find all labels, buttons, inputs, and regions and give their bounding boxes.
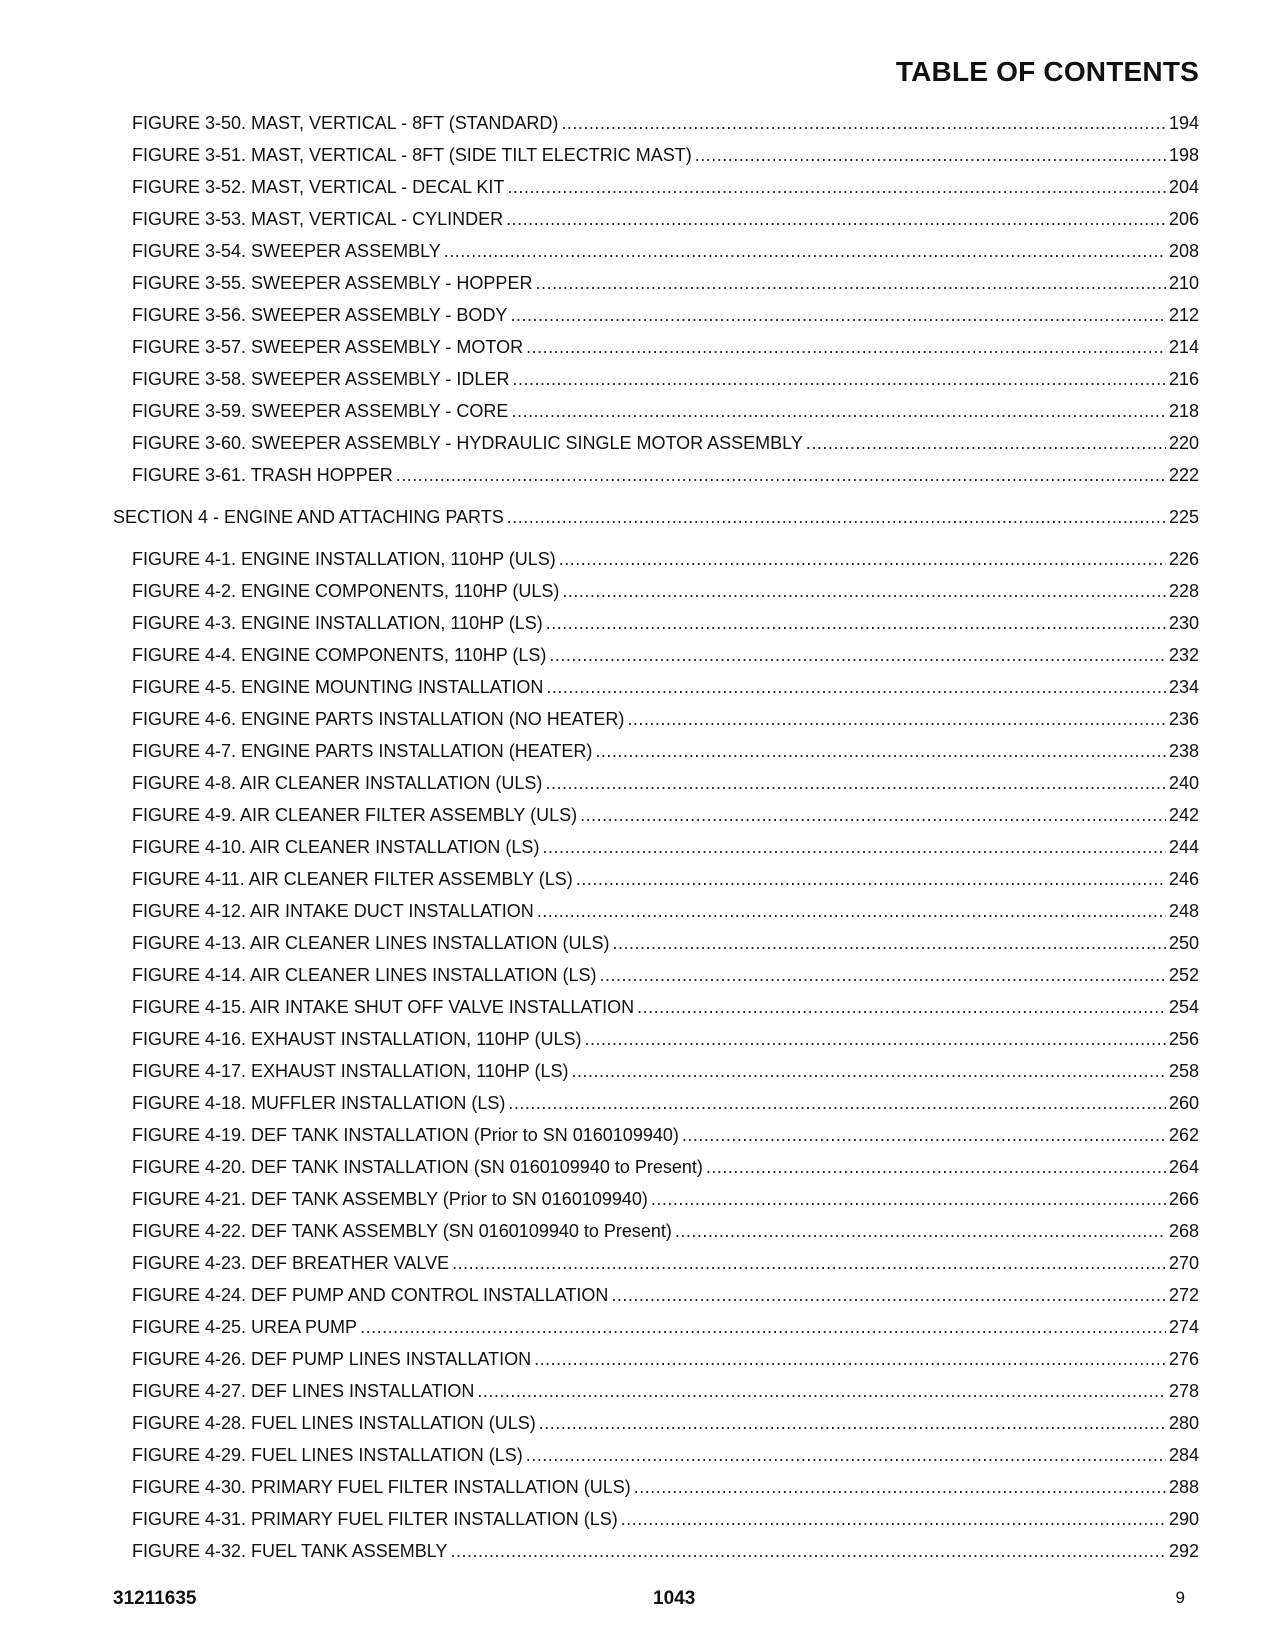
toc-entry-page: 240 bbox=[1168, 773, 1199, 793]
toc-figure-link[interactable] bbox=[113, 1311, 1199, 1343]
toc-entry-label: FIGURE 4-30. PRIMARY FUEL FILTER INSTALLATION (ULS) bbox=[132, 1477, 631, 1497]
toc-entry-label: FIGURE 4-14. AIR CLEANER LINES INSTALLATION (LS) bbox=[132, 965, 597, 985]
toc-entry-label: FIGURE 3-50. MAST, VERTICAL - 8FT (STANDARD) bbox=[132, 113, 559, 133]
toc-entry-label: FIGURE 4-28. FUEL LINES INSTALLATION (ULS) bbox=[132, 1413, 536, 1433]
toc-entry-page: 234 bbox=[1168, 677, 1199, 697]
toc-entry-page: 230 bbox=[1168, 613, 1199, 633]
toc-figure-link[interactable] bbox=[113, 235, 1199, 267]
dot-leader bbox=[571, 1055, 1165, 1087]
toc-entry-label: FIGURE 4-16. EXHAUST INSTALLATION, 110HP (ULS) bbox=[132, 1029, 582, 1049]
toc-figure-link[interactable] bbox=[113, 959, 1199, 991]
dot-leader bbox=[611, 1279, 1166, 1311]
toc-entry-label: FIGURE 4-19. DEF TANK INSTALLATION (Prior to SN 0160109940) bbox=[132, 1125, 679, 1145]
dot-leader bbox=[396, 459, 1166, 491]
toc-figure-link[interactable] bbox=[113, 607, 1199, 639]
toc-figure-link[interactable] bbox=[113, 1215, 1199, 1247]
toc-entry-page: 278 bbox=[1168, 1381, 1199, 1401]
toc-entry-label: SECTION 4 - ENGINE AND ATTACHING PARTS bbox=[113, 507, 504, 527]
dot-leader bbox=[651, 1183, 1166, 1215]
dot-leader bbox=[477, 1375, 1166, 1407]
toc-figure-link[interactable] bbox=[113, 575, 1199, 607]
toc-entry-label: FIGURE 4-15. AIR INTAKE SHUT OFF VALVE INSTALLATION bbox=[132, 997, 635, 1017]
toc-figure-link[interactable] bbox=[113, 459, 1199, 491]
toc-entry-label: FIGURE 4-2. ENGINE COMPONENTS, 110HP (ULS) bbox=[132, 581, 560, 601]
toc-entry-page: 248 bbox=[1168, 901, 1199, 921]
dot-leader bbox=[508, 1087, 1166, 1119]
toc-entry-page: 276 bbox=[1168, 1349, 1199, 1369]
toc-figure-link[interactable] bbox=[113, 1055, 1199, 1087]
toc-entry-label: FIGURE 3-60. SWEEPER ASSEMBLY - HYDRAULIC SINGLE MOTOR ASSEMBLY bbox=[132, 433, 803, 453]
toc-figure-link[interactable] bbox=[113, 735, 1199, 767]
toc-entry-label: FIGURE 4-24. DEF PUMP AND CONTROL INSTALLATION bbox=[132, 1285, 609, 1305]
toc-entry-label: FIGURE 4-18. MUFFLER INSTALLATION (LS) bbox=[132, 1093, 506, 1113]
toc-figure-link[interactable] bbox=[113, 1119, 1199, 1151]
dot-leader bbox=[695, 139, 1166, 171]
toc-figure-link[interactable] bbox=[113, 991, 1199, 1023]
toc-figure-link[interactable] bbox=[113, 1343, 1199, 1375]
toc-entry-label: FIGURE 4-22. DEF TANK ASSEMBLY (SN 0160109940 to Present) bbox=[132, 1221, 672, 1241]
toc-section-link[interactable] bbox=[113, 501, 1199, 533]
toc-entry-label: FIGURE 3-57. SWEEPER ASSEMBLY - MOTOR bbox=[132, 337, 524, 357]
toc-entry-page: 266 bbox=[1168, 1189, 1199, 1209]
toc-entry-label: FIGURE 4-1. ENGINE INSTALLATION, 110HP (ULS) bbox=[132, 549, 556, 569]
dot-leader bbox=[561, 107, 1166, 139]
toc-entry-page: 228 bbox=[1168, 581, 1199, 601]
toc-entry-page: 208 bbox=[1168, 241, 1199, 261]
dot-leader bbox=[542, 831, 1166, 863]
dot-leader bbox=[595, 735, 1166, 767]
toc-entry-label: FIGURE 3-55. SWEEPER ASSEMBLY - HOPPER bbox=[132, 273, 533, 293]
dot-leader bbox=[526, 1439, 1166, 1471]
toc-entry-page: 290 bbox=[1168, 1509, 1199, 1529]
toc-figure-link[interactable] bbox=[113, 1023, 1199, 1055]
toc-entry-page: 198 bbox=[1168, 145, 1199, 165]
toc-figure-link[interactable] bbox=[113, 107, 1199, 139]
toc-entry-page: 204 bbox=[1168, 177, 1199, 197]
toc-figure-link[interactable] bbox=[113, 1279, 1199, 1311]
footer-model-number: 1043 bbox=[653, 1588, 696, 1609]
toc-entry-label: FIGURE 4-26. DEF PUMP LINES INSTALLATION bbox=[132, 1349, 532, 1369]
dot-leader bbox=[360, 1311, 1166, 1343]
footer-page-number: 9 bbox=[1175, 1588, 1185, 1607]
toc-entry-page: 214 bbox=[1168, 337, 1199, 357]
toc-figure-link[interactable] bbox=[113, 831, 1199, 863]
toc-entry-page: 225 bbox=[1168, 507, 1199, 527]
toc-entry-page: 246 bbox=[1168, 869, 1199, 889]
toc-entry-page: 256 bbox=[1168, 1029, 1199, 1049]
toc-entry-label: FIGURE 3-56. SWEEPER ASSEMBLY - BODY bbox=[132, 305, 508, 325]
toc-figure-link[interactable] bbox=[113, 203, 1199, 235]
dot-leader bbox=[806, 427, 1166, 459]
toc-entry-label: FIGURE 4-9. AIR CLEANER FILTER ASSEMBLY (ULS) bbox=[132, 805, 578, 825]
dot-leader bbox=[599, 959, 1165, 991]
toc-entry-page: 264 bbox=[1168, 1157, 1199, 1177]
toc-entry-label: FIGURE 4-5. ENGINE MOUNTING INSTALLATION bbox=[132, 677, 544, 697]
toc-entry-page: 226 bbox=[1168, 549, 1199, 569]
dot-leader bbox=[562, 575, 1166, 607]
toc-entry-page: 250 bbox=[1168, 933, 1199, 953]
toc-figure-link[interactable] bbox=[113, 1247, 1199, 1279]
toc-entry-page: 222 bbox=[1168, 465, 1199, 485]
toc-entry-page: 212 bbox=[1168, 305, 1199, 325]
toc-entry-label: FIGURE 4-7. ENGINE PARTS INSTALLATION (HEATER) bbox=[132, 741, 593, 761]
toc-entry-label: FIGURE 4-4. ENGINE COMPONENTS, 110HP (LS) bbox=[132, 645, 547, 665]
toc-figure-link[interactable] bbox=[113, 363, 1199, 395]
toc-entry-label: FIGURE 4-13. AIR CLEANER LINES INSTALLATION (ULS) bbox=[132, 933, 610, 953]
toc-entry-label: FIGURE 4-27. DEF LINES INSTALLATION bbox=[132, 1381, 475, 1401]
toc-entry-label: FIGURE 4-20. DEF TANK INSTALLATION (SN 0160109940 to Present) bbox=[132, 1157, 703, 1177]
dot-leader bbox=[539, 1407, 1166, 1439]
toc-entry-label: FIGURE 4-10. AIR CLEANER INSTALLATION (LS) bbox=[132, 837, 540, 857]
toc-entry-label: FIGURE 3-52. MAST, VERTICAL - DECAL KIT bbox=[132, 177, 505, 197]
toc-figure-link[interactable] bbox=[113, 1439, 1199, 1471]
dot-leader bbox=[637, 991, 1166, 1023]
toc-figure-link[interactable] bbox=[113, 1407, 1199, 1439]
toc-entry-label: FIGURE 3-61. TRASH HOPPER bbox=[132, 465, 393, 485]
toc-entry-page: 218 bbox=[1168, 401, 1199, 421]
toc-figure-link[interactable] bbox=[113, 395, 1199, 427]
dot-leader bbox=[612, 927, 1165, 959]
toc-entry-label: FIGURE 4-31. PRIMARY FUEL FILTER INSTALLATION (LS) bbox=[132, 1509, 618, 1529]
toc-entry-page: 252 bbox=[1168, 965, 1199, 985]
dot-leader bbox=[584, 1023, 1165, 1055]
toc-entry-label: FIGURE 4-21. DEF TANK ASSEMBLY (Prior to SN 0160109940) bbox=[132, 1189, 648, 1209]
toc-entry-page: 270 bbox=[1168, 1253, 1199, 1273]
toc-entry-page: 254 bbox=[1168, 997, 1199, 1017]
page-title: TABLE OF CONTENTS bbox=[895, 56, 1199, 87]
toc-entry-page: 288 bbox=[1168, 1477, 1199, 1497]
toc-entry-page: 260 bbox=[1168, 1093, 1199, 1113]
toc-entry-page: 216 bbox=[1168, 369, 1199, 389]
toc-figure-link[interactable] bbox=[113, 1471, 1199, 1503]
dot-leader bbox=[444, 235, 1166, 267]
dot-leader bbox=[526, 331, 1166, 363]
dot-leader bbox=[507, 501, 1166, 533]
toc-figure-link[interactable] bbox=[113, 1503, 1199, 1535]
toc-entry-label: FIGURE 4-3. ENGINE INSTALLATION, 110HP (LS) bbox=[132, 613, 543, 633]
toc-figure-link[interactable] bbox=[113, 139, 1199, 171]
toc-entry-label: FIGURE 3-51. MAST, VERTICAL - 8FT (SIDE TILT ELECTRIC MAST) bbox=[132, 145, 692, 165]
toc-entry-label: FIGURE 3-58. SWEEPER ASSEMBLY - IDLER bbox=[132, 369, 510, 389]
toc-entry-page: 284 bbox=[1168, 1445, 1199, 1465]
toc-entry-page: 206 bbox=[1168, 209, 1199, 229]
footer-document-number: 31211635 bbox=[113, 1588, 197, 1609]
dot-leader bbox=[576, 863, 1166, 895]
dot-leader bbox=[511, 395, 1166, 427]
dot-leader bbox=[510, 299, 1166, 331]
dot-leader bbox=[580, 799, 1166, 831]
toc-entry-page: 194 bbox=[1168, 113, 1199, 133]
toc-entry-page: 232 bbox=[1168, 645, 1199, 665]
dot-leader bbox=[537, 895, 1166, 927]
toc-figure-link[interactable] bbox=[113, 1087, 1199, 1119]
toc-entry-page: 210 bbox=[1168, 273, 1199, 293]
toc-figure-link[interactable] bbox=[113, 927, 1199, 959]
toc-figure-link[interactable] bbox=[113, 895, 1199, 927]
toc-figure-link[interactable] bbox=[113, 703, 1199, 735]
toc-figure-link[interactable] bbox=[113, 1151, 1199, 1183]
toc-figure-link[interactable] bbox=[113, 331, 1199, 363]
toc-entry-page: 280 bbox=[1168, 1413, 1199, 1433]
dot-leader bbox=[535, 267, 1166, 299]
toc-entry-page: 262 bbox=[1168, 1125, 1199, 1145]
dot-leader bbox=[559, 543, 1166, 575]
dot-leader bbox=[675, 1215, 1166, 1247]
dot-leader bbox=[545, 767, 1166, 799]
toc-figure-link[interactable] bbox=[113, 427, 1199, 459]
toc-figure-link[interactable] bbox=[113, 799, 1199, 831]
toc-figure-link[interactable] bbox=[113, 543, 1199, 575]
toc-figure-link[interactable] bbox=[113, 671, 1199, 703]
toc-entry-page: 274 bbox=[1168, 1317, 1199, 1337]
toc-entry-page: 258 bbox=[1168, 1061, 1199, 1081]
toc-entry-page: 268 bbox=[1168, 1221, 1199, 1241]
dot-leader bbox=[452, 1247, 1166, 1279]
dot-leader bbox=[549, 639, 1166, 671]
toc-figure-link[interactable] bbox=[113, 171, 1199, 203]
toc-figure-link[interactable] bbox=[113, 299, 1199, 331]
toc-figure-link[interactable] bbox=[113, 863, 1199, 895]
dot-leader bbox=[546, 607, 1166, 639]
toc-entry-label: FIGURE 4-17. EXHAUST INSTALLATION, 110HP (LS) bbox=[132, 1061, 569, 1081]
toc-entry-page: 236 bbox=[1168, 709, 1199, 729]
dot-leader bbox=[621, 1503, 1166, 1535]
toc-entry-page: 292 bbox=[1168, 1541, 1199, 1561]
toc-entry-label: FIGURE 4-29. FUEL LINES INSTALLATION (LS) bbox=[132, 1445, 523, 1465]
toc-entry-label: FIGURE 4-23. DEF BREATHER VALVE bbox=[132, 1253, 450, 1273]
toc-entry-page: 220 bbox=[1168, 433, 1199, 453]
page-footer bbox=[113, 1588, 1199, 1616]
toc-figure-link[interactable] bbox=[113, 1183, 1199, 1215]
toc-entry-page: 272 bbox=[1168, 1285, 1199, 1305]
toc-entry-label: FIGURE 4-11. AIR CLEANER FILTER ASSEMBLY (LS) bbox=[132, 869, 573, 889]
table-of-contents bbox=[113, 107, 1199, 1567]
dot-leader bbox=[450, 1535, 1166, 1567]
toc-entry-label: FIGURE 3-53. MAST, VERTICAL - CYLINDER bbox=[132, 209, 504, 229]
dot-leader bbox=[546, 671, 1166, 703]
dot-leader bbox=[627, 703, 1166, 735]
dot-leader bbox=[507, 171, 1166, 203]
toc-figure-link[interactable] bbox=[113, 767, 1199, 799]
dot-leader bbox=[512, 363, 1166, 395]
toc-figure-link[interactable] bbox=[113, 267, 1199, 299]
toc-entry-label: FIGURE 4-6. ENGINE PARTS INSTALLATION (NO HEATER) bbox=[132, 709, 625, 729]
toc-entry-page: 238 bbox=[1168, 741, 1199, 761]
toc-entry-label: FIGURE 4-25. UREA PUMP bbox=[132, 1317, 358, 1337]
toc-entry-label: FIGURE 4-32. FUEL TANK ASSEMBLY bbox=[132, 1541, 448, 1561]
toc-figure-link[interactable] bbox=[113, 639, 1199, 671]
toc-entry-label: FIGURE 4-12. AIR INTAKE DUCT INSTALLATION bbox=[132, 901, 534, 921]
toc-entry-page: 242 bbox=[1168, 805, 1199, 825]
dot-leader bbox=[534, 1343, 1166, 1375]
toc-figure-link[interactable] bbox=[113, 1535, 1199, 1567]
toc-entry-label: FIGURE 4-8. AIR CLEANER INSTALLATION (ULS) bbox=[132, 773, 543, 793]
toc-entry-label: FIGURE 3-59. SWEEPER ASSEMBLY - CORE bbox=[132, 401, 509, 421]
dot-leader bbox=[634, 1471, 1166, 1503]
dot-leader bbox=[706, 1151, 1166, 1183]
dot-leader bbox=[506, 203, 1166, 235]
toc-entry-page: 244 bbox=[1168, 837, 1199, 857]
toc-entry-label: FIGURE 3-54. SWEEPER ASSEMBLY bbox=[132, 241, 441, 261]
toc-figure-link[interactable] bbox=[113, 1375, 1199, 1407]
dot-leader bbox=[682, 1119, 1166, 1151]
